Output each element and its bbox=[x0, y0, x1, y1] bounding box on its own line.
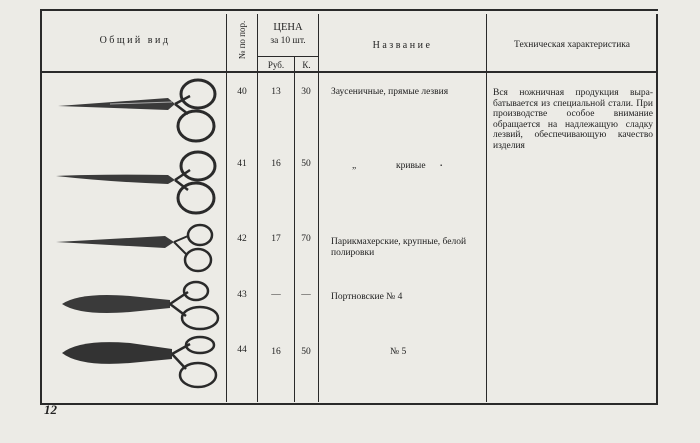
row-43-number: 43 bbox=[237, 290, 247, 300]
row-42-kop: 70 bbox=[301, 234, 311, 244]
row-42-name: Парикмахерские, крупные, белой полировки bbox=[331, 237, 467, 258]
header-spec: Техническая характеристика bbox=[514, 40, 630, 50]
header-name: Название bbox=[372, 40, 433, 51]
scissors-42-icon bbox=[50, 222, 230, 282]
row-44-rub: 16 bbox=[271, 347, 281, 357]
header-price-sub: за 10 шт. bbox=[270, 36, 306, 46]
row-44-kop: 50 bbox=[301, 347, 311, 357]
row-43-kop: — bbox=[301, 290, 311, 300]
table-top-border bbox=[40, 9, 658, 11]
row-41-ditto-mark: „ bbox=[352, 161, 357, 171]
table-bottom-border bbox=[40, 403, 658, 405]
scissors-40-icon bbox=[50, 74, 230, 144]
row-41-rub: 16 bbox=[271, 159, 281, 169]
row-44-name: № 5 bbox=[390, 347, 407, 357]
row-40-name: Заусеничные, прямые лезвия bbox=[331, 87, 449, 97]
technical-spec-text: Вся ножничная продукция выра-батывается из специальной стали. При производстве особое внимание обращается на надлежащую сладку лезвий, обеспечивающую качество изделия bbox=[493, 88, 653, 151]
row-43-rub: — bbox=[271, 290, 281, 300]
header-general-view: Общий вид bbox=[99, 35, 171, 46]
scissors-41-icon bbox=[50, 148, 230, 218]
header-bottom-border bbox=[40, 71, 658, 73]
scissors-43-icon bbox=[50, 278, 230, 338]
row-44-number: 44 bbox=[237, 345, 247, 355]
row-41-dot: . bbox=[440, 159, 443, 169]
page-number: 12 bbox=[44, 402, 57, 417]
header-price: ЦЕНА bbox=[273, 22, 303, 33]
row-40-rub: 13 bbox=[271, 87, 281, 97]
row-41-kop: 50 bbox=[301, 159, 311, 169]
header-rub: Руб. bbox=[267, 60, 285, 70]
header-number: № по пор. bbox=[237, 20, 247, 60]
table-left-border bbox=[40, 9, 42, 404]
table-right-border bbox=[656, 14, 658, 404]
row-40-kop: 30 bbox=[301, 87, 311, 97]
col-divider-price bbox=[257, 14, 258, 402]
price-sub-divider bbox=[257, 56, 318, 57]
row-42-rub: 17 bbox=[271, 234, 281, 244]
row-41-name: кривые bbox=[396, 161, 426, 171]
col-divider-name bbox=[318, 14, 319, 402]
col-divider-spec bbox=[486, 14, 487, 402]
row-42-number: 42 bbox=[237, 234, 247, 244]
header-kop: К. bbox=[302, 60, 311, 70]
row-43-name: Портновские № 4 bbox=[331, 292, 403, 302]
row-40-number: 40 bbox=[237, 87, 247, 97]
scissors-44-icon bbox=[50, 335, 230, 395]
row-41-number: 41 bbox=[237, 159, 247, 169]
